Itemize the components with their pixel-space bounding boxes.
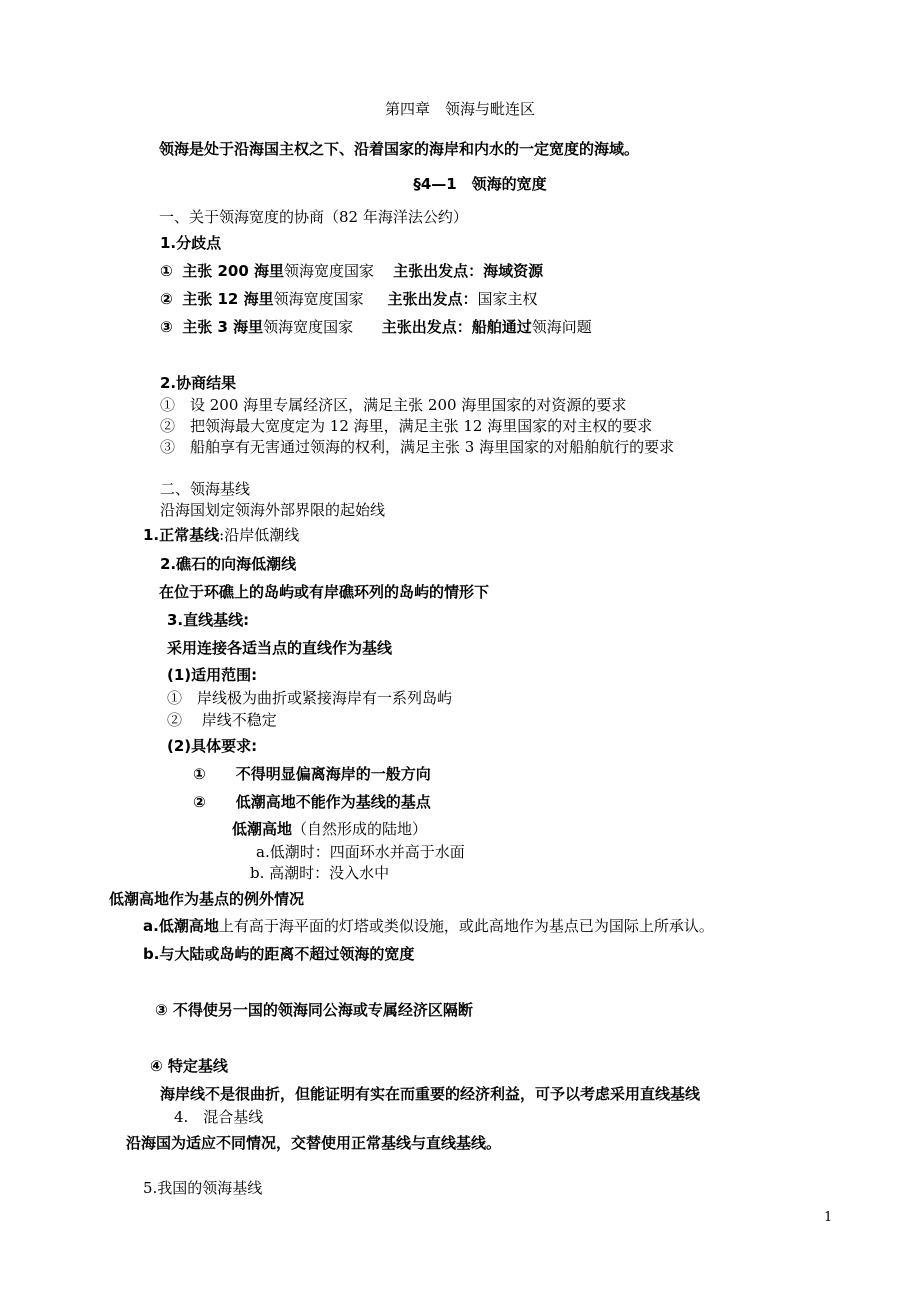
requirement-item-1: ① 不得明显偏离海岸的一般方向 xyxy=(193,765,431,783)
results-heading: 2.协商结果 xyxy=(160,374,237,392)
dispute-item-1 xyxy=(160,261,543,281)
low-tide-elevation xyxy=(232,819,427,839)
dispute-basis-label-3: 主张出发点： xyxy=(381,318,472,336)
dispute-basis-bold-3: 船舶通过 xyxy=(471,318,532,336)
chapter-title: 第四章 领海与毗连区 xyxy=(384,100,535,118)
normal-baseline-desc: :沿岸低潮线 xyxy=(219,526,300,544)
requirements-heading: (2)具体要求: xyxy=(167,737,258,755)
requirement-item-4: ④ 特定基线 xyxy=(150,1057,228,1075)
dispute-num-1: ① xyxy=(160,262,173,280)
scope-item-1: ① 岸线极为曲折或紧接海岸有一系列岛屿 xyxy=(167,689,453,707)
dispute-basis-3: 领海问题 xyxy=(531,318,592,336)
dispute-basis-2: 国家主权 xyxy=(477,290,538,308)
low-tide-elevation-desc: （自然形成的陆地） xyxy=(292,820,428,838)
exception-a-bold: a.低潮高地 xyxy=(143,917,219,935)
disputes-heading: 1.分歧点 xyxy=(160,234,222,252)
low-tide-elevation-b: b. 高潮时：没入水中 xyxy=(250,864,390,882)
dispute-num-2: ② xyxy=(160,290,173,308)
exception-heading: 低潮高地作为基点的例外情况 xyxy=(109,890,305,908)
dispute-desc-1: 领海宽度国家 xyxy=(284,262,375,280)
straight-baseline-desc: 采用连接各适当点的直线作为基线 xyxy=(167,639,393,657)
dispute-desc-3: 领海宽度国家 xyxy=(263,318,354,336)
dispute-desc-2: 领海宽度国家 xyxy=(273,290,364,308)
territorial-sea-definition: 领海是处于沿海国主权之下、沿着国家的海岸和内水的一定宽度的海域。 xyxy=(159,140,640,158)
china-baseline-heading: 5.我国的领海基线 xyxy=(143,1179,263,1197)
part1-heading: 一、关于领海宽度的协商（82 年海洋法公约） xyxy=(159,208,468,226)
dispute-basis-label-1: 主张出发点： xyxy=(393,262,484,280)
dispute-item-3 xyxy=(160,317,592,337)
dispute-claim-3: 主张 3 海里 xyxy=(182,318,264,336)
normal-baseline-label: 1.正常基线 xyxy=(143,526,220,544)
dispute-claim-1: 主张 200 海里 xyxy=(182,262,285,280)
dispute-num-3: ③ xyxy=(160,318,173,336)
result-item-1: ① 设 200 海里专属经济区，满足主张 200 海里国家的对资源的要求 xyxy=(160,396,627,414)
result-item-2: ② 把领海最大宽度定为 12 海里，满足主张 12 海里国家的对主权的要求 xyxy=(160,417,653,435)
requirement-item-3: ③ 不得使另一国的领海同公海或专属经济区隔断 xyxy=(155,1001,473,1019)
result-item-3: ③ 船舶享有无害通过领海的权利，满足主张 3 海里国家的对船舶航行的要求 xyxy=(160,438,675,456)
scope-item-2: ② 岸线不稳定 xyxy=(167,711,277,729)
part2-heading: 二、领海基线 xyxy=(160,480,251,498)
reef-desc: 在位于环礁上的岛屿或有岸礁环列的岛屿的情形下 xyxy=(159,583,490,601)
baseline-definition: 沿海国划定领海外部界限的起始线 xyxy=(160,501,386,519)
dispute-basis-1: 海域资源 xyxy=(483,262,544,280)
reef-heading: 2.礁石的向海低潮线 xyxy=(160,555,297,573)
dispute-item-2 xyxy=(160,289,537,309)
mixed-baseline-heading: 4. 混合基线 xyxy=(174,1108,264,1126)
page-number: 1 xyxy=(824,1210,833,1225)
dispute-claim-2: 主张 12 海里 xyxy=(182,290,274,308)
exception-b: b.与大陆或岛屿的距离不超过领海的宽度 xyxy=(143,945,415,963)
scope-heading: (1)适用范围: xyxy=(167,666,258,684)
low-tide-elevation-label: 低潮高地 xyxy=(232,820,293,838)
section-title xyxy=(0,174,920,194)
requirement-item-4-desc: 海岸线不是很曲折，但能证明有实在而重要的经济利益，可予以考虑采用直线基线 xyxy=(160,1085,701,1103)
exception-a xyxy=(143,916,714,936)
straight-baseline-heading: 3.直线基线: xyxy=(167,611,250,629)
normal-baseline xyxy=(143,525,299,545)
dispute-basis-label-2: 主张出发点： xyxy=(387,290,478,308)
low-tide-elevation-a: a.低潮时：四面环水并高于水面 xyxy=(256,843,465,861)
section-title-text: §4—1 领海的宽度 xyxy=(413,175,547,193)
exception-a-rest: 上有高于海平面的灯塔或类似设施，或此高地作为基点已为国际上所承认。 xyxy=(218,917,714,935)
requirement-item-2: ② 低潮高地不能作为基线的基点 xyxy=(193,793,431,811)
mixed-baseline-desc: 沿海国为适应不同情况，交替使用正常基线与直线基线。 xyxy=(126,1134,502,1152)
